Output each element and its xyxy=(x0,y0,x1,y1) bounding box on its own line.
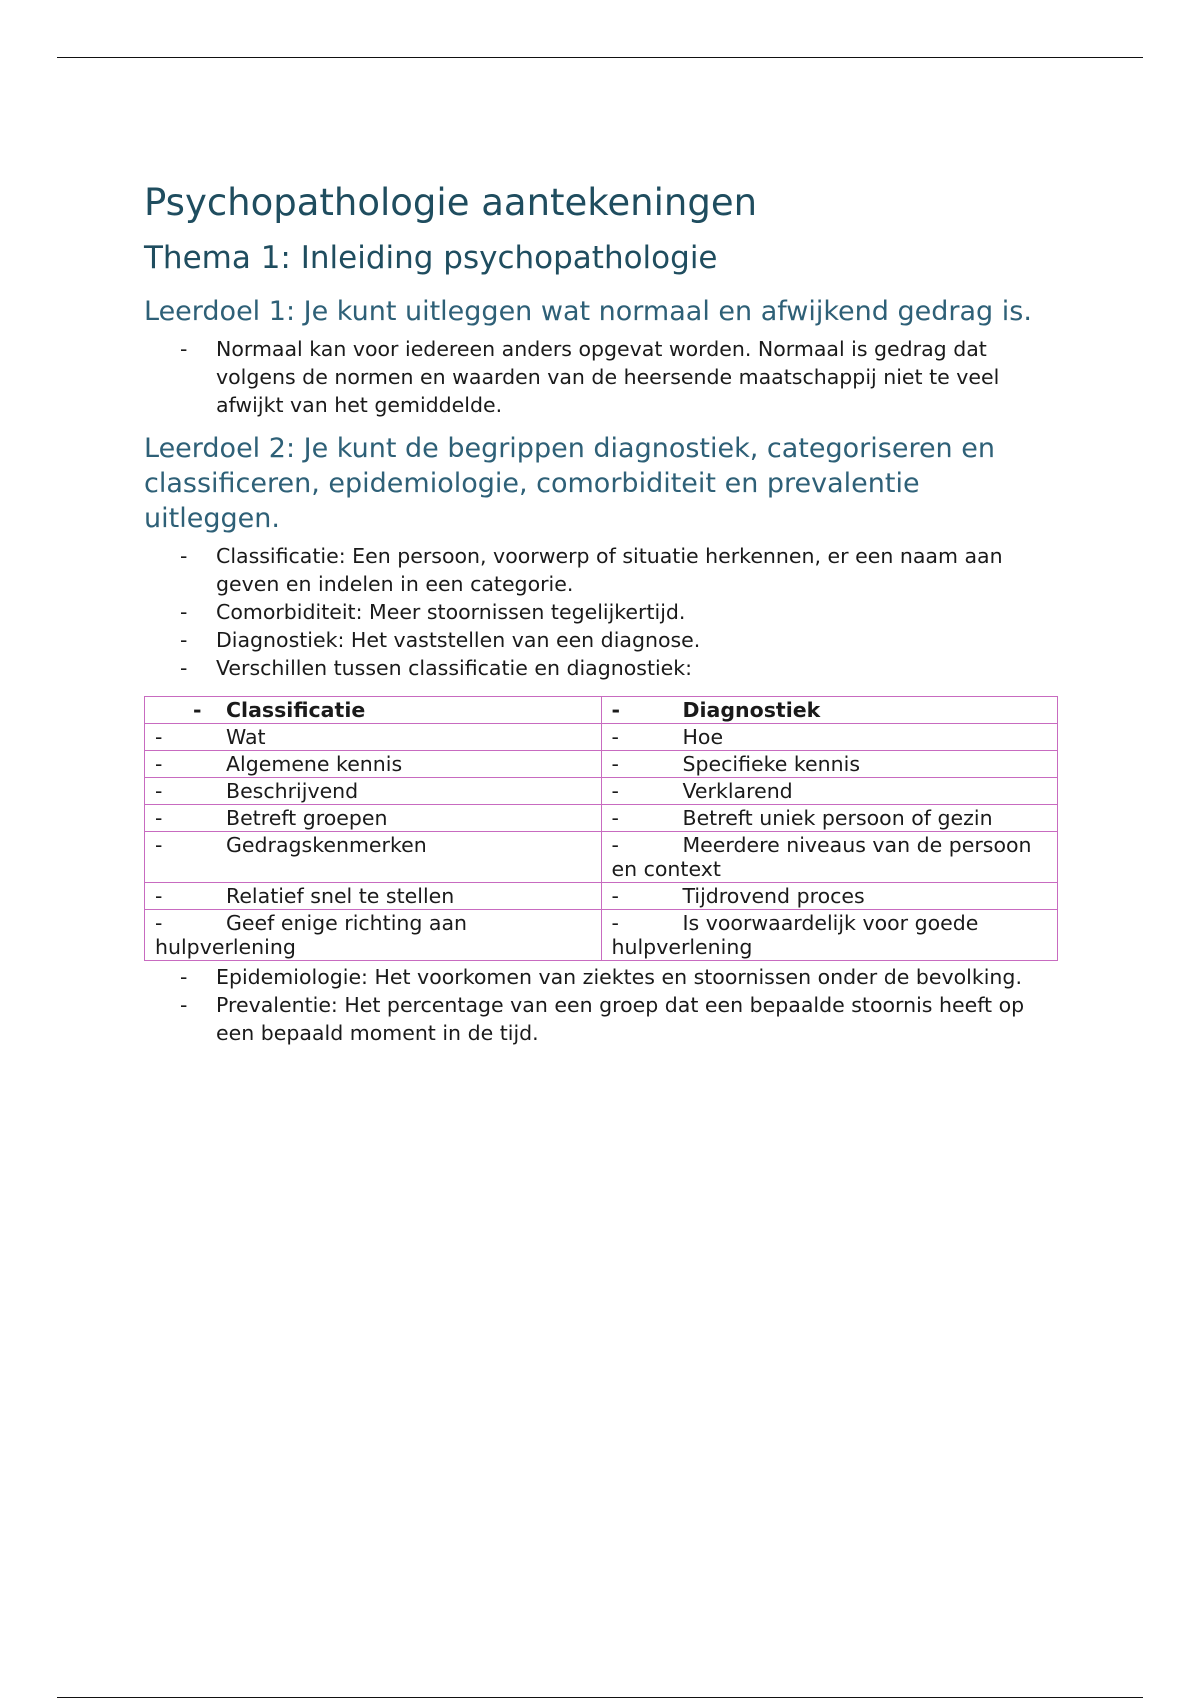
goal-1-heading: Leerdoel 1: Je kunt uitleggen wat normaal en afwijkend gedrag is. xyxy=(144,296,1032,327)
cell-text: Betreft uniek persoon of gezin xyxy=(682,806,993,830)
header-cell-classificatie xyxy=(145,697,602,724)
cell-text: Algemene kennis xyxy=(226,752,403,776)
table-row xyxy=(145,832,1058,883)
table-cell xyxy=(145,832,602,883)
cell-dash: - xyxy=(611,779,619,803)
bullet-marker: - xyxy=(180,337,188,361)
cell-dash: - xyxy=(611,725,619,749)
header-text: Classificatie xyxy=(226,698,366,722)
cell-text: Verklarend xyxy=(682,779,793,803)
bullet-text: Normaal kan voor iedereen anders opgevat worden. Normaal is gedrag dat volgens de normen en waarden van de heersende maatschappij niet te veel afwijkt van het gemiddelde. xyxy=(216,337,1000,417)
cell-text: Wat xyxy=(226,725,266,749)
table-cell xyxy=(601,778,1058,805)
table-cell xyxy=(601,910,1058,961)
table-row xyxy=(145,883,1058,910)
bullet-text: Classificatie: Een persoon, voorwerp of situatie herkennen, er een naam aan geven en indelen in een categorie. xyxy=(216,544,1003,596)
table-row xyxy=(145,805,1058,832)
bullet-marker: - xyxy=(180,656,188,680)
bullet-text: Comorbiditeit: Meer stoornissen tegelijkertijd. xyxy=(216,600,686,624)
cell-text: Geef enige richting aan hulpverlening xyxy=(155,911,468,959)
cell-text: Relatief snel te stellen xyxy=(226,884,455,908)
bullet-marker: - xyxy=(180,628,188,652)
cell-dash: - xyxy=(155,833,163,857)
table-header-row xyxy=(145,697,1058,724)
cell-text: Gedragskenmerken xyxy=(226,833,427,857)
cell-dash: - xyxy=(155,911,163,935)
cell-text: Tijdrovend proces xyxy=(682,884,865,908)
bullet-marker: - xyxy=(180,600,188,624)
bullet-marker: - xyxy=(180,544,188,568)
goal-2-bullet-list-continued xyxy=(144,963,1064,1047)
list-item xyxy=(144,963,1048,991)
bullet-text: Diagnostiek: Het vaststellen van een diagnose. xyxy=(216,628,701,652)
cell-dash: - xyxy=(155,779,163,803)
table-cell xyxy=(145,778,602,805)
table-row xyxy=(145,724,1058,751)
header-text: Diagnostiek xyxy=(682,698,821,722)
table-row xyxy=(145,778,1058,805)
bullet-marker: - xyxy=(180,993,188,1017)
cell-text: Is voorwaardelijk voor goede hulpverlening xyxy=(611,911,979,959)
cell-dash: - xyxy=(611,752,619,776)
table-row xyxy=(145,751,1058,778)
table-cell xyxy=(145,751,602,778)
list-item xyxy=(144,626,1048,654)
cell-text: Beschrijvend xyxy=(226,779,359,803)
theme-heading: Thema 1: Inleiding psychopathologie xyxy=(144,240,718,276)
bullet-text: Epidemiologie: Het voorkomen van ziektes en stoornissen onder de bevolking. xyxy=(216,965,1022,989)
list-item xyxy=(144,598,1048,626)
table-cell xyxy=(601,832,1058,883)
header-rule xyxy=(57,57,1143,58)
goal-1-bullet-list xyxy=(144,335,1064,419)
cell-dash: - xyxy=(611,806,619,830)
cell-dash: - xyxy=(155,884,163,908)
table-cell xyxy=(145,883,602,910)
list-item xyxy=(144,654,1048,682)
table-cell xyxy=(601,883,1058,910)
cell-dash: - xyxy=(155,806,163,830)
list-item xyxy=(144,542,1048,598)
table-cell xyxy=(601,805,1058,832)
table-cell xyxy=(601,724,1058,751)
bullet-marker: - xyxy=(180,965,188,989)
cell-text: Specifieke kennis xyxy=(682,752,861,776)
cell-dash: - xyxy=(611,911,619,935)
cell-text: Meerdere niveaus van de persoon en context xyxy=(611,833,1032,881)
comparison-table xyxy=(144,696,1058,961)
table-cell xyxy=(601,751,1058,778)
table-cell xyxy=(145,724,602,751)
cell-dash: - xyxy=(155,725,163,749)
header-cell-diagnostiek xyxy=(601,697,1058,724)
list-item xyxy=(144,991,1048,1047)
cell-dash: - xyxy=(611,884,619,908)
goal-2-bullet-list xyxy=(144,542,1064,682)
goal-2-heading: Leerdoel 2: Je kunt de begrippen diagnostiek, categoriseren en classificeren, epidemiologie, comorbiditeit en prevalentie uitleggen. xyxy=(144,433,995,534)
cell-text: Betreft groepen xyxy=(226,806,388,830)
table-row xyxy=(145,910,1058,961)
cell-dash: - xyxy=(611,698,621,722)
document-body xyxy=(144,176,1064,1047)
list-item xyxy=(144,335,1048,419)
bullet-text: Prevalentie: Het percentage van een groep dat een bepaalde stoornis heeft op een bepaald moment in de tijd. xyxy=(216,993,1025,1045)
document-title: Psychopathologie aantekeningen xyxy=(144,181,758,224)
table-cell xyxy=(145,910,602,961)
footer-rule xyxy=(57,1697,1143,1698)
table-cell xyxy=(145,805,602,832)
bullet-text: Verschillen tussen classificatie en diagnostiek: xyxy=(216,656,693,680)
cell-text: Hoe xyxy=(682,725,724,749)
cell-dash: - xyxy=(611,833,619,857)
cell-dash: - xyxy=(155,752,163,776)
cell-dash: - xyxy=(193,698,202,722)
